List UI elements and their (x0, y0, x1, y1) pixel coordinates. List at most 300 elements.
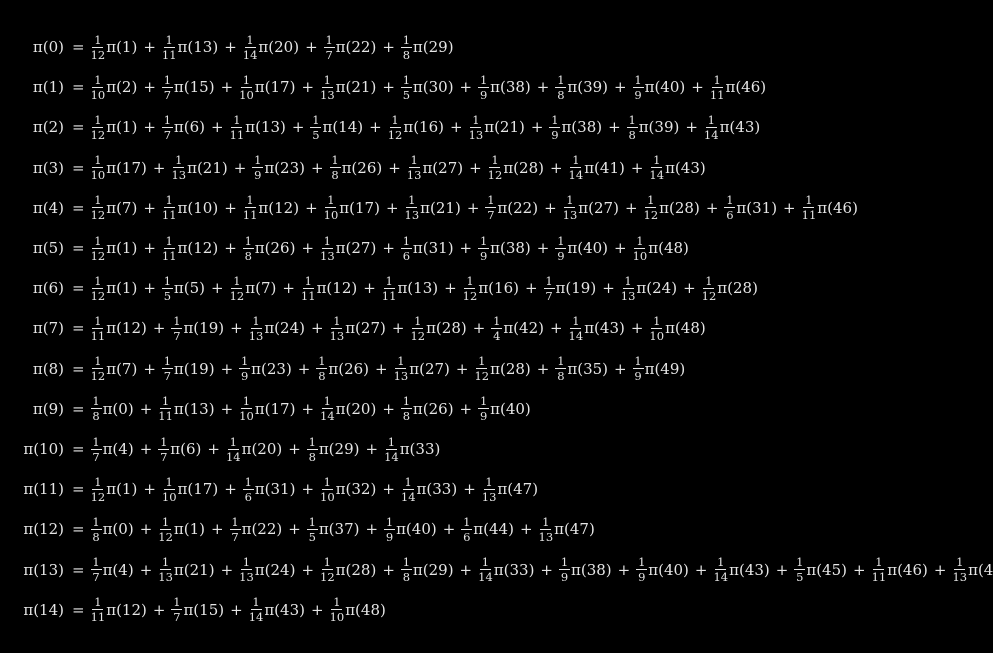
equation-term (478, 235, 531, 262)
pi-term: π(7) (245, 279, 277, 298)
plus-sign: + (382, 480, 395, 499)
fraction (226, 436, 241, 463)
fraction-denominator: 12 (90, 127, 106, 142)
equation-term (563, 194, 619, 221)
pi-term: π(13) (173, 399, 215, 418)
pi-term: π(28) (503, 158, 544, 177)
plus-sign: + (152, 158, 166, 177)
fraction-numerator: 1 (94, 32, 102, 47)
plus-sign: + (301, 560, 315, 579)
fraction-numerator: 1 (323, 555, 331, 570)
equation-term (330, 154, 383, 181)
pi-term: π(21) (173, 560, 215, 579)
pi-term: π(26) (341, 158, 383, 177)
fraction (478, 74, 489, 101)
pi-term: π(12) (106, 319, 147, 338)
fraction-denominator: 13 (158, 570, 173, 585)
fraction-numerator: 1 (240, 354, 249, 369)
fraction (91, 235, 106, 262)
pi-term: π(37) (318, 520, 360, 539)
pi-term: π(19) (555, 279, 597, 298)
equation-term (702, 275, 758, 302)
plus-sign: + (391, 319, 405, 338)
fraction-denominator: 11 (229, 127, 245, 142)
equation-term (488, 154, 544, 181)
fraction (91, 154, 106, 181)
fraction-denominator: 11 (801, 208, 817, 223)
plus-sign: + (288, 440, 301, 458)
fraction-denominator: 11 (161, 47, 177, 62)
equation-term (569, 154, 625, 181)
equation-lhs: π(11) (23, 480, 64, 499)
pi-term: π(7) (106, 198, 138, 217)
fraction-denominator: 5 (163, 288, 172, 303)
equation-term (549, 114, 602, 141)
fraction (320, 235, 335, 262)
equation-term (91, 516, 134, 543)
pi-term: π(20) (241, 440, 283, 458)
plus-sign: + (459, 399, 473, 418)
fraction (230, 114, 245, 141)
equation-row (0, 107, 760, 147)
fraction-denominator: 7 (487, 208, 495, 223)
plus-sign: + (220, 399, 234, 418)
equation-term (91, 275, 138, 302)
equation-lhs: π(9) (32, 399, 64, 418)
pi-term: π(4 (968, 560, 993, 579)
fraction-numerator: 1 (634, 354, 642, 369)
fraction (162, 275, 173, 302)
fraction (91, 275, 106, 302)
fraction-denominator: 11 (871, 570, 887, 585)
fraction (713, 556, 728, 583)
pi-term: π(40) (396, 520, 437, 539)
fraction-denominator: 12 (320, 570, 335, 585)
equation-term (162, 34, 218, 61)
fraction (474, 355, 489, 382)
fraction-numerator: 1 (242, 72, 251, 87)
fraction-denominator: 9 (385, 529, 394, 544)
plus-sign: + (143, 38, 156, 56)
fraction (171, 154, 186, 181)
fraction-denominator: 9 (638, 570, 646, 585)
pi-term: π(33) (399, 440, 441, 458)
pi-term: π(39) (567, 78, 609, 97)
fraction-numerator: 1 (479, 233, 488, 248)
plus-sign: + (139, 399, 153, 418)
fraction-numerator: 1 (173, 595, 181, 610)
equation-term (410, 315, 466, 342)
fraction (239, 395, 254, 422)
fraction-numerator: 1 (542, 514, 550, 529)
plus-sign: + (211, 279, 224, 298)
pi-term: π(24) (636, 279, 678, 298)
equals-sign: = (72, 38, 85, 56)
fraction (407, 154, 422, 181)
equation-term (482, 476, 538, 503)
fraction-denominator: 4 (493, 328, 501, 343)
equation-term (230, 275, 277, 302)
pi-term: π(31) (254, 480, 296, 499)
equation-row (0, 509, 595, 549)
pi-term: π(7) (106, 359, 138, 378)
pi-term: π(17) (106, 158, 147, 177)
fraction (463, 275, 478, 302)
fraction (802, 194, 817, 221)
fraction-numerator: 1 (572, 153, 580, 168)
plus-sign: + (459, 560, 473, 579)
fraction (162, 34, 177, 61)
fraction-numerator: 1 (414, 313, 422, 328)
plus-sign: + (305, 38, 318, 56)
fraction (320, 556, 335, 583)
equation-term (491, 315, 544, 342)
fraction (384, 516, 395, 543)
fraction-numerator: 1 (254, 153, 262, 168)
pi-term: π(46) (817, 198, 858, 217)
equation-term (91, 355, 138, 382)
fraction-denominator: 12 (487, 168, 503, 183)
equation-term (162, 476, 218, 503)
equation-term (724, 194, 777, 221)
plus-sign: + (685, 118, 698, 137)
fraction-denominator: 13 (171, 168, 187, 183)
pi-term: π(5) (173, 279, 206, 298)
equation-term (649, 315, 705, 342)
equation-term (320, 235, 376, 262)
fraction-numerator: 1 (242, 555, 251, 570)
equation-term (405, 194, 461, 221)
equation-term (401, 556, 454, 583)
fraction-denominator: 13 (562, 208, 578, 223)
equation-term (627, 114, 680, 141)
fraction-numerator: 1 (796, 555, 804, 570)
fraction-numerator: 1 (493, 313, 501, 328)
fraction-numerator: 1 (165, 474, 173, 489)
pi-term: π(45) (806, 560, 847, 579)
pi-term: π(48) (665, 319, 706, 338)
equation-term (330, 315, 386, 342)
pi-term: π(12) (258, 198, 300, 217)
pi-term: π(17) (254, 78, 296, 97)
fraction-numerator: 1 (94, 72, 102, 87)
fraction (320, 395, 335, 422)
equation-term (239, 395, 295, 422)
fraction-denominator: 12 (90, 248, 106, 263)
pi-term: π(1) (173, 520, 206, 539)
pi-term: π(21) (335, 78, 377, 97)
equation-lhs: π(10) (23, 440, 64, 458)
pi-term: π(43) (729, 560, 770, 579)
fraction (162, 476, 177, 503)
plus-sign: + (224, 239, 237, 257)
plus-sign: + (382, 399, 395, 418)
plus-sign: + (301, 480, 315, 499)
equals-sign: = (72, 520, 85, 539)
fraction-numerator: 1 (163, 112, 172, 127)
plus-sign: + (375, 359, 388, 378)
fraction-numerator: 1 (653, 153, 661, 168)
fraction (559, 556, 570, 583)
pi-term: π(16) (403, 118, 444, 137)
fraction-numerator: 1 (92, 555, 100, 570)
plus-sign: + (614, 359, 627, 378)
equation-row (0, 268, 758, 308)
fraction-numerator: 1 (956, 555, 964, 570)
fraction (91, 516, 102, 543)
fraction-numerator: 1 (402, 32, 411, 47)
fraction-denominator: 10 (161, 489, 177, 504)
fraction-numerator: 1 (94, 193, 102, 208)
fraction-denominator: 11 (381, 288, 397, 303)
equation-term (307, 436, 360, 463)
fraction-denominator: 12 (474, 369, 490, 384)
plus-sign: + (775, 560, 789, 579)
plus-sign: + (365, 520, 379, 539)
fraction (724, 194, 735, 221)
plus-sign: + (305, 198, 318, 217)
equation-term (307, 516, 360, 543)
pi-term: π(32) (335, 480, 377, 499)
plus-sign: + (220, 359, 234, 378)
fraction-numerator: 1 (163, 354, 172, 369)
equation-term (91, 34, 138, 61)
equation-term (230, 114, 286, 141)
plus-sign: + (536, 359, 550, 378)
fraction-numerator: 1 (323, 474, 331, 489)
fraction-numerator: 1 (466, 273, 474, 288)
fraction-numerator: 1 (726, 193, 734, 208)
fraction (633, 235, 648, 262)
plus-sign: + (382, 560, 395, 579)
fraction-numerator: 1 (161, 514, 170, 529)
equation-term (239, 74, 295, 101)
equation-lhs: π(14) (23, 600, 64, 619)
plus-sign: + (524, 279, 538, 298)
fraction-numerator: 1 (333, 595, 341, 610)
equation-row (0, 469, 538, 509)
fraction (382, 275, 397, 302)
fraction-denominator: 14 (568, 328, 584, 343)
equation-term (713, 556, 769, 583)
equation-term (91, 114, 138, 141)
equation-row (0, 429, 440, 469)
fraction-numerator: 1 (478, 354, 486, 369)
fraction-denominator: 12 (158, 529, 173, 544)
plus-sign: + (540, 560, 553, 579)
equation-term (243, 194, 299, 221)
plus-sign: + (310, 600, 324, 619)
fraction (401, 235, 412, 262)
pi-term: π(40) (648, 560, 689, 579)
fraction-denominator: 9 (557, 248, 565, 263)
pi-term: π(22) (335, 38, 377, 56)
pi-term: π(24) (254, 560, 296, 579)
fraction (162, 114, 173, 141)
fraction (91, 34, 106, 61)
pi-term: π(27) (409, 359, 450, 378)
fraction (91, 436, 102, 463)
fraction (401, 556, 412, 583)
plus-sign: + (143, 198, 156, 217)
equation-term (555, 235, 608, 262)
pi-term: π(14) (322, 118, 364, 137)
fraction-denominator: 14 (568, 168, 584, 183)
fraction-numerator: 1 (233, 112, 241, 127)
fraction-denominator: 14 (248, 610, 264, 625)
pi-term: π(23) (264, 158, 305, 177)
fraction-numerator: 1 (333, 313, 341, 328)
fraction (952, 556, 967, 583)
fraction-denominator: 13 (320, 248, 335, 263)
fraction-denominator: 10 (239, 409, 254, 424)
equation-term (704, 114, 760, 141)
fraction-denominator: 11 (300, 288, 316, 303)
equation-term (621, 275, 677, 302)
fraction-numerator: 1 (397, 354, 405, 369)
pi-term: π(6) (173, 118, 206, 137)
fraction-denominator: 7 (92, 570, 100, 585)
equation-term (401, 395, 454, 422)
fraction-numerator: 1 (94, 273, 102, 288)
fraction-denominator: 9 (551, 127, 559, 142)
pi-term: π(20) (258, 38, 300, 56)
equation-term (162, 74, 215, 101)
fraction-denominator: 6 (244, 489, 252, 504)
equation-row (0, 67, 766, 107)
equation-row (0, 590, 386, 630)
fraction-numerator: 1 (491, 153, 499, 168)
plus-sign: + (459, 239, 473, 257)
equals-sign: = (72, 600, 85, 619)
fraction (330, 154, 341, 181)
equation-term (555, 355, 608, 382)
fraction (243, 194, 258, 221)
equation-lhs: π(12) (23, 520, 64, 539)
fraction (316, 355, 327, 382)
fraction-numerator: 1 (325, 32, 333, 47)
pi-term: π(1) (106, 480, 138, 499)
fraction-denominator: 7 (163, 127, 172, 142)
fraction (555, 74, 566, 101)
fraction-denominator: 6 (463, 529, 471, 544)
fraction (162, 235, 177, 262)
pi-term: π(26) (412, 399, 454, 418)
fraction-denominator: 14 (649, 168, 665, 183)
fraction (482, 476, 497, 503)
plus-sign: + (220, 78, 234, 97)
pi-term: π(28) (426, 319, 467, 338)
fraction (249, 596, 264, 623)
fraction-numerator: 1 (479, 394, 488, 409)
plus-sign: + (469, 158, 482, 177)
equation-term (252, 154, 305, 181)
pi-term: π(15) (183, 600, 225, 619)
equals-sign: = (72, 118, 85, 137)
equation-term (243, 476, 296, 503)
pi-term: π(0) (102, 520, 134, 539)
equation-term (872, 556, 928, 583)
fraction-denominator: 10 (239, 87, 254, 102)
fraction (158, 436, 169, 463)
plus-sign: + (536, 78, 550, 97)
fraction-denominator: 13 (329, 328, 345, 343)
pi-term: π(42) (503, 319, 544, 338)
plus-sign: + (549, 158, 563, 177)
fraction-numerator: 1 (705, 273, 713, 288)
fraction (621, 275, 636, 302)
equation-term (243, 235, 296, 262)
fraction-numerator: 1 (717, 555, 725, 570)
fraction-numerator: 1 (163, 72, 172, 87)
pi-term: π(40) (644, 78, 686, 97)
plus-sign: + (630, 158, 644, 177)
fraction-numerator: 1 (233, 273, 241, 288)
pi-term: π(47) (554, 520, 595, 539)
fraction (491, 315, 502, 342)
plus-sign: + (602, 279, 615, 298)
equation-row (0, 349, 685, 389)
plus-sign: + (466, 198, 480, 217)
fraction (539, 516, 554, 543)
fraction-numerator: 1 (160, 434, 168, 449)
pi-term: π(47) (497, 480, 539, 499)
equals-sign: = (72, 399, 85, 418)
plus-sign: + (694, 560, 708, 579)
plus-sign: + (933, 560, 947, 579)
fraction-denominator: 13 (248, 328, 264, 343)
fraction-numerator: 1 (402, 233, 411, 248)
fraction (243, 34, 258, 61)
pi-term: π(29) (318, 440, 360, 458)
equation-term (171, 596, 224, 623)
fraction (239, 74, 254, 101)
pi-term: π(41) (584, 158, 625, 177)
fraction-numerator: 1 (634, 72, 642, 87)
equation-term (249, 596, 305, 623)
fraction-denominator: 12 (90, 47, 106, 62)
plus-sign: + (624, 198, 638, 217)
fraction (636, 556, 647, 583)
fraction-denominator: 8 (318, 369, 326, 384)
fraction-denominator: 13 (620, 288, 636, 303)
equation-lhs: π(6) (32, 279, 64, 298)
fraction-numerator: 1 (94, 233, 102, 248)
pi-term: π(27) (335, 239, 377, 257)
fraction-denominator: 14 (713, 570, 729, 585)
plus-sign: + (608, 118, 621, 137)
equation-row (0, 228, 689, 268)
plus-sign: + (363, 279, 376, 298)
equation-term (162, 114, 205, 141)
fraction (644, 194, 659, 221)
pi-term: π(12) (316, 279, 358, 298)
fraction-denominator: 14 (703, 127, 719, 142)
equation-term (91, 476, 138, 503)
pi-term: π(21) (187, 158, 228, 177)
fraction-denominator: 5 (312, 127, 320, 142)
fraction-numerator: 1 (636, 233, 644, 248)
fraction (239, 355, 250, 382)
plus-sign: + (230, 600, 243, 619)
fraction-denominator: 7 (173, 328, 181, 343)
pi-term: π(46) (725, 78, 767, 97)
fraction-numerator: 1 (163, 273, 172, 288)
plus-sign: + (152, 600, 166, 619)
equation-term (320, 395, 376, 422)
pi-term: π(4) (102, 560, 134, 579)
fraction-denominator: 13 (538, 529, 554, 544)
